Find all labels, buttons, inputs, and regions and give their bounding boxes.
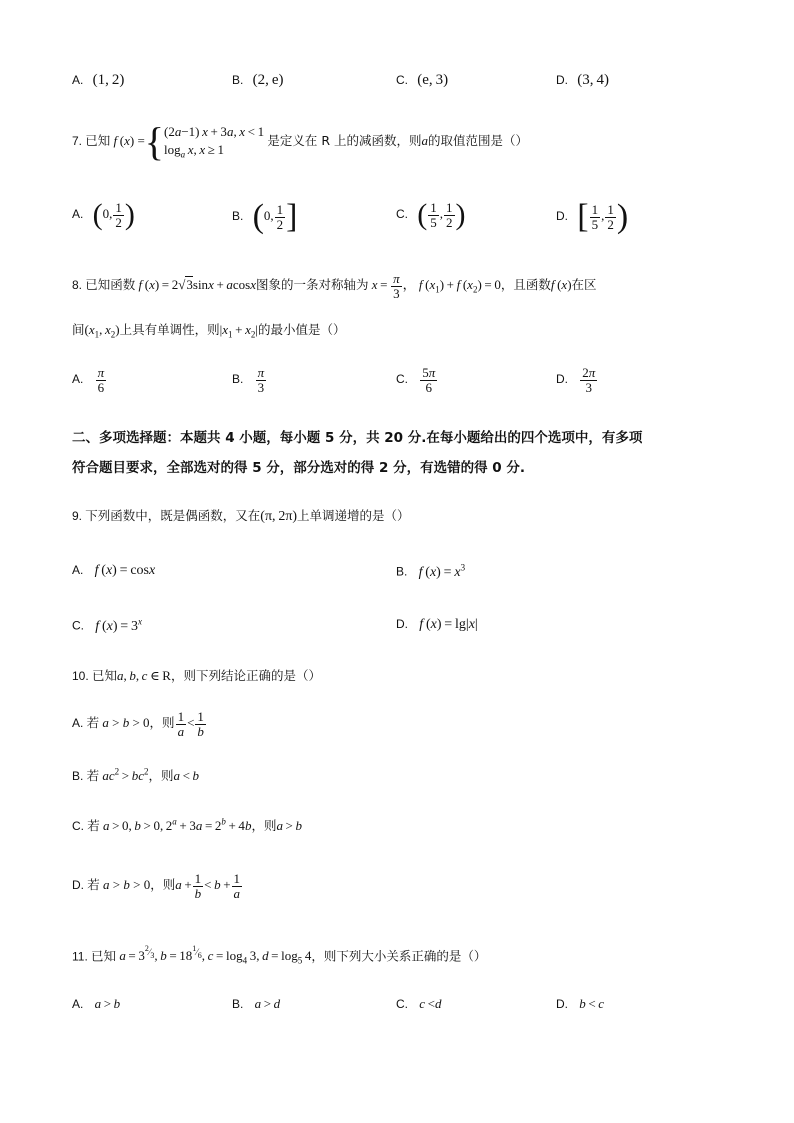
option-label: D. bbox=[556, 208, 568, 223]
option-math: a > d bbox=[254, 996, 281, 1011]
question-text: 在区 bbox=[571, 277, 597, 293]
q11-option-a[interactable] bbox=[72, 996, 120, 1012]
option-math: (1, 2) bbox=[92, 72, 125, 88]
option-math: (0, $\frac{1}{2}$ ] bbox=[252, 198, 298, 235]
q11-option-b[interactable] bbox=[232, 996, 280, 1012]
option-label: D. bbox=[556, 997, 568, 1011]
question-text: ，则下列大小关系正确的是（） bbox=[311, 948, 487, 964]
interval-expression: ($x_1$, $x_2$) bbox=[84, 322, 120, 340]
question-text: 上单调递增的是（） bbox=[297, 508, 410, 523]
option-label: A. bbox=[72, 73, 84, 87]
option-math: c <d bbox=[419, 996, 442, 1011]
set-expression: a, b, c ∈ R bbox=[116, 668, 171, 683]
option-math: (0, $\frac{1}{2}$ ) bbox=[92, 198, 135, 231]
option-math: a > b > 0，则 $\frac{1}{a}$ < $\frac{1}{b}$ bbox=[102, 709, 204, 739]
option-label: D. bbox=[556, 372, 568, 387]
option-label: A. bbox=[72, 563, 84, 577]
option-label: B. bbox=[232, 208, 244, 223]
q8-option-a[interactable] bbox=[72, 366, 107, 394]
option-math: a > b bbox=[94, 996, 121, 1011]
option-math: $\frac{\pi}{3}$ bbox=[257, 365, 265, 395]
q9-option-a[interactable] bbox=[72, 562, 155, 579]
option-math: a > b > 0，则a + $\frac{1}{b}$ < b + $\frac{1}{a}$ bbox=[103, 871, 241, 901]
option-math: $\frac{\pi}{6}$ bbox=[97, 365, 105, 395]
q11-option-d[interactable] bbox=[556, 996, 604, 1012]
q10-option-b[interactable] bbox=[72, 766, 199, 784]
option-math: $ac^2 > bc^2$，则a < b bbox=[102, 766, 200, 783]
interval-expression: (π, 2π) bbox=[260, 509, 298, 524]
q10-option-c[interactable] bbox=[72, 816, 302, 834]
option-math: (2, e) bbox=[252, 72, 284, 88]
question-text: ，则下列结论正确的是（） bbox=[170, 668, 321, 683]
function-expression: f (x) = 2√3sinx + acosx bbox=[138, 277, 257, 293]
question-8-line2 bbox=[72, 320, 345, 340]
section-heading-line2: 符合题目要求，全部选对的得 5 分，部分选对的得 2 分，有选错的得 0 分. bbox=[72, 460, 526, 476]
option-label: A. bbox=[72, 206, 84, 221]
question-text: 是定义在 R 上的减函数，则 bbox=[267, 132, 422, 148]
option-math: [ $\frac{1}{5}$ , $\frac{1}{2}$ ) bbox=[577, 198, 629, 235]
q8-option-c[interactable] bbox=[396, 366, 438, 394]
option-math: f $(x) = x^3$ bbox=[418, 562, 466, 580]
question-number: 7. bbox=[72, 133, 83, 148]
question-text: ，且函数 bbox=[500, 277, 551, 293]
option-label: B. bbox=[72, 769, 84, 783]
option-label: C. bbox=[72, 618, 84, 633]
q7-option-b[interactable] bbox=[232, 200, 298, 234]
question-number: 11. bbox=[72, 949, 88, 964]
q9-option-d[interactable] bbox=[396, 616, 478, 633]
option-math: f $(x) = 3^x$ bbox=[95, 616, 142, 634]
definition-expression: $a = 3^{^2⁄_3}$, $b = 18^{^1⁄_6}$, $c = \log_4 3$, $d = \log_5 4$ bbox=[119, 944, 312, 966]
option-text: 若 bbox=[87, 877, 100, 893]
option-label: B. bbox=[232, 997, 244, 1011]
q10-option-d[interactable] bbox=[72, 872, 243, 900]
question-text: 已知 bbox=[85, 132, 111, 148]
question-text: 上具有单调性，则 bbox=[119, 322, 220, 337]
q6-option-b[interactable] bbox=[232, 72, 284, 89]
sum-expression: f $(x_1) + f$ $(x_2) = 0$ bbox=[418, 277, 501, 295]
axis-expression: x = $\frac{\pi}{3}$ bbox=[371, 271, 400, 301]
option-label: C. bbox=[396, 73, 408, 87]
option-label: A. bbox=[72, 997, 84, 1011]
option-math: ( $\frac{1}{5}$ , $\frac{1}{2}$ ) bbox=[417, 198, 466, 231]
question-10 bbox=[72, 666, 321, 684]
option-math: b < c bbox=[579, 996, 605, 1011]
question-text: 已知函数 bbox=[85, 277, 136, 293]
question-8: 8. 已知函数 f (x) = 2√3sinx + acosx图象的一条对称轴为 x = $\frac{\pi}{3}$ ， f $(x_1) + f$ $(x_2) = 0$，且函数f (x)在区 bbox=[72, 271, 597, 301]
option-label: B. bbox=[396, 564, 408, 579]
option-math: a > 0, b > 0, $2^a + 3a = 2^b + 4b$，则a > b bbox=[103, 816, 302, 833]
option-label: A. bbox=[72, 372, 84, 387]
option-label: B. bbox=[232, 372, 244, 387]
option-label: B. bbox=[232, 73, 244, 87]
question-text: 已知 bbox=[91, 668, 117, 683]
question-7: 7. 已知 f (x) ={(2a−1) x + 3a, x < 1 $\log_a x$, x ≥ 1 是定义在 R 上的减函数，则a的取值范围是（） bbox=[72, 119, 529, 164]
option-math: (e, 3) bbox=[417, 72, 449, 88]
question-text: 间 bbox=[72, 322, 85, 337]
question-text: 的取值范围是（） bbox=[428, 132, 529, 148]
q6-option-d[interactable] bbox=[556, 72, 609, 89]
option-text: 若 bbox=[87, 818, 100, 833]
option-label: A. bbox=[72, 716, 84, 731]
q8-option-d[interactable] bbox=[556, 366, 598, 394]
question-text: 图象的一条对称轴为 bbox=[256, 277, 369, 293]
section-heading-line1: 二、多项选择题：本题共 4 小题，每小题 5 分，共 20 分.在每小题给出的四个选项中，有多项 bbox=[72, 430, 643, 446]
abs-expression: $|x_1 + x_2|$ bbox=[219, 322, 258, 340]
option-label: C. bbox=[396, 372, 408, 387]
option-label: D. bbox=[556, 73, 568, 87]
q10-option-a[interactable] bbox=[72, 710, 207, 738]
question-9 bbox=[72, 506, 410, 525]
question-11 bbox=[72, 944, 486, 966]
q7-option-a[interactable] bbox=[72, 200, 135, 230]
question-text: 的最小值是（） bbox=[257, 322, 346, 337]
option-math: $\frac{5\pi}{6}$ bbox=[422, 365, 436, 395]
option-label: D. bbox=[396, 617, 408, 631]
q7-option-c[interactable] bbox=[396, 200, 466, 230]
q11-option-c[interactable] bbox=[396, 996, 441, 1012]
q8-option-b[interactable] bbox=[232, 366, 267, 394]
q9-option-b[interactable] bbox=[396, 562, 465, 581]
option-math: f (x) = cosx bbox=[94, 563, 156, 578]
option-text: 若 bbox=[86, 715, 100, 731]
option-label: C. bbox=[396, 206, 408, 221]
option-math: f (x) = lg|x| bbox=[419, 617, 478, 632]
question-number: 8. bbox=[72, 278, 83, 293]
option-math: (3, 4) bbox=[577, 72, 609, 88]
option-label: D. bbox=[72, 878, 84, 893]
option-label: C. bbox=[396, 997, 408, 1011]
option-math: $\frac{2\pi}{3}$ bbox=[582, 365, 596, 395]
option-label: C. bbox=[72, 819, 84, 833]
question-text: 已知 bbox=[91, 948, 117, 964]
q7-option-d[interactable] bbox=[556, 200, 628, 234]
q9-option-c[interactable] bbox=[72, 616, 142, 635]
piecewise-function: f (x) ={(2a−1) x + 3a, x < 1 $\log_a x$, x ≥ 1 bbox=[113, 119, 265, 164]
option-text: 若 bbox=[86, 768, 100, 783]
question-text: 下列函数中，既是偶函数，又在 bbox=[85, 508, 261, 523]
q6-option-c[interactable] bbox=[396, 72, 448, 89]
question-number: 10. bbox=[72, 669, 89, 683]
q6-option-a[interactable] bbox=[72, 72, 124, 89]
question-number: 9. bbox=[72, 509, 83, 523]
